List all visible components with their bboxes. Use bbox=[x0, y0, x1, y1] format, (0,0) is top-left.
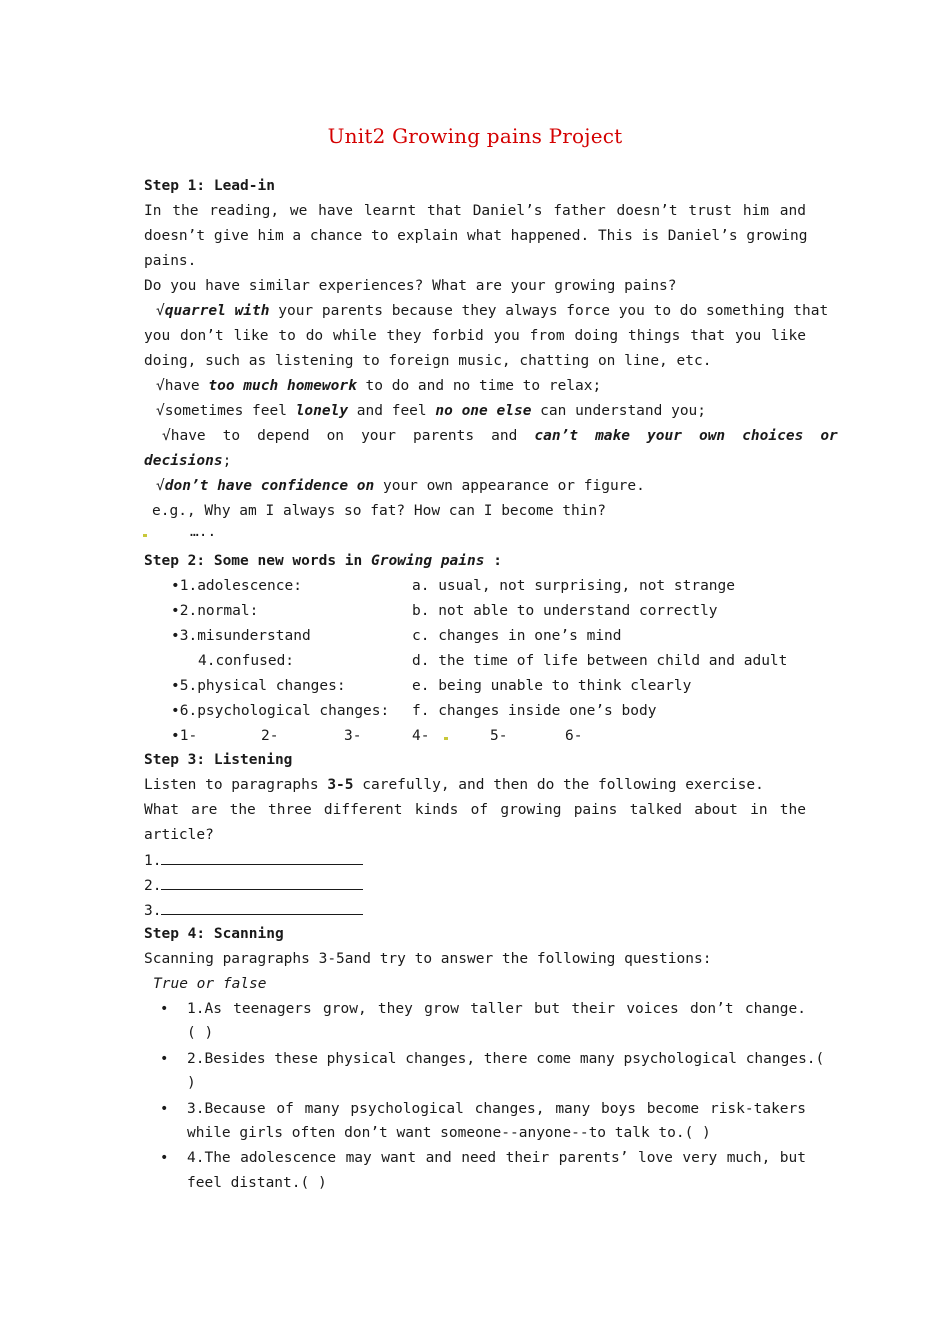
word-item: 4.confused: bbox=[198, 653, 295, 669]
definition-item: b. not able to understand correctly bbox=[412, 603, 718, 619]
definition-item: f. changes inside one’s body bbox=[412, 703, 657, 719]
word-item: •5.physical changes: bbox=[171, 678, 346, 694]
tf-question-1-line2[interactable]: ( ) bbox=[187, 1025, 214, 1041]
definition-item: e. being unable to think clearly bbox=[412, 678, 692, 694]
word-item: •2.normal: bbox=[171, 603, 259, 619]
pain-item-confidence: √don’t have confidence on your own appearance or figure. bbox=[156, 478, 645, 494]
step1-intro-line1: In the reading, we have learnt that Daniel’s father doesn’t trust him and bbox=[144, 203, 806, 219]
pain-item-lonely: √sometimes feel lonely and feel no one else can understand you; bbox=[156, 403, 707, 419]
pain-item-depend: √have to depend on your parents and can’t make your own choices or bbox=[162, 428, 838, 444]
answer-blank[interactable] bbox=[161, 873, 363, 890]
step4-heading: Step 4: Scanning bbox=[144, 926, 284, 942]
answer-blank[interactable] bbox=[161, 898, 363, 915]
tf-question-3-line2[interactable]: while girls often don’t want someone--anyone--to talk to.( ) bbox=[187, 1125, 711, 1141]
answer-blank-row: 3. bbox=[144, 898, 806, 923]
definition-item: c. changes in one’s mind bbox=[412, 628, 622, 644]
pain-item-homework: √have too much homework to do and no time to relax; bbox=[156, 378, 602, 394]
pain-item-quarrel-cont1: you don’t like to do while they forbid you from doing things that you like bbox=[144, 328, 806, 344]
step3-instruction: Listen to paragraphs 3-5 carefully, and then do the following exercise. bbox=[144, 777, 764, 793]
page-title: Unit2 Growing pains Project bbox=[327, 124, 623, 148]
answer-slot[interactable]: 4- bbox=[412, 728, 430, 744]
step4-instruction: Scanning paragraphs 3-5and try to answer the following questions: bbox=[144, 951, 712, 967]
answer-slot[interactable]: 3- bbox=[344, 728, 362, 744]
step3-question-line1: What are the three different kinds of growing pains talked about in the bbox=[144, 802, 806, 818]
word-item: •6.psychological changes: bbox=[171, 703, 390, 719]
tf-question-3-line1: 3.Because of many psychological changes, many boys become risk-takers bbox=[187, 1101, 806, 1117]
step3-heading: Step 3: Listening bbox=[144, 752, 293, 768]
step3-question-line2: article? bbox=[144, 827, 214, 843]
step2-heading: Step 2: Some new words in Growing pains : bbox=[144, 553, 502, 569]
ellipsis: ….. bbox=[190, 524, 217, 540]
check-mark-icon: √ bbox=[156, 478, 165, 494]
bullet-icon: • bbox=[160, 1001, 169, 1017]
answer-slot[interactable]: 2- bbox=[261, 728, 279, 744]
check-mark-icon: √ bbox=[156, 403, 165, 419]
tf-question-1-line1: 1.As teenagers grow, they grow taller but their voices don’t change. bbox=[187, 1001, 806, 1017]
pain-item-depend-cont: decisions; bbox=[144, 453, 232, 469]
step1-heading: Step 1: Lead-in bbox=[144, 178, 275, 194]
tf-question-4-line2[interactable]: feel distant.( ) bbox=[187, 1175, 327, 1191]
bullet-icon: • bbox=[160, 1051, 169, 1067]
pain-item-quarrel: √quarrel with your parents because they always force you to do something that bbox=[156, 303, 829, 319]
bullet-icon: • bbox=[160, 1150, 169, 1166]
marker-dot bbox=[143, 534, 147, 537]
check-mark-icon: √ bbox=[162, 428, 171, 444]
tf-question-4-line1: 4.The adolescence may want and need their parents’ love very much, but bbox=[187, 1150, 806, 1166]
word-item: •3.misunderstand bbox=[171, 628, 311, 644]
step1-question: Do you have similar experiences? What are your growing pains? bbox=[144, 278, 677, 294]
pain-item-quarrel-cont2: doing, such as listening to foreign music, chatting on line, etc. bbox=[144, 353, 712, 369]
answer-slot[interactable]: 5- bbox=[490, 728, 508, 744]
word-item: •1.adolescence: bbox=[171, 578, 302, 594]
step1-intro-line2: doesn’t give him a chance to explain what happened. This is Daniel’s growing bbox=[144, 228, 808, 244]
definition-item: a. usual, not surprising, not strange bbox=[412, 578, 736, 594]
marker-dot bbox=[444, 737, 448, 740]
true-false-subheading: True or false bbox=[153, 976, 267, 992]
answer-blank-row: 2. bbox=[144, 873, 806, 898]
bullet-icon: • bbox=[160, 1101, 169, 1117]
answer-slot[interactable]: •1- bbox=[171, 728, 198, 744]
answer-blank-row: 1. bbox=[144, 848, 806, 873]
answer-blank[interactable] bbox=[161, 848, 363, 865]
tf-question-2-line2[interactable]: ) bbox=[187, 1075, 196, 1091]
step1-intro-line3: pains. bbox=[144, 253, 197, 269]
tf-question-2-line1: 2.Besides these physical changes, there come many psychological changes.( bbox=[187, 1051, 825, 1067]
answer-slot[interactable]: 6- bbox=[565, 728, 583, 744]
check-mark-icon: √ bbox=[156, 378, 165, 394]
example-line: e.g., Why am I always so fat? How can I become thin? bbox=[152, 503, 606, 519]
definition-item: d. the time of life between child and adult bbox=[412, 653, 788, 669]
check-mark-icon: √ bbox=[156, 303, 165, 319]
